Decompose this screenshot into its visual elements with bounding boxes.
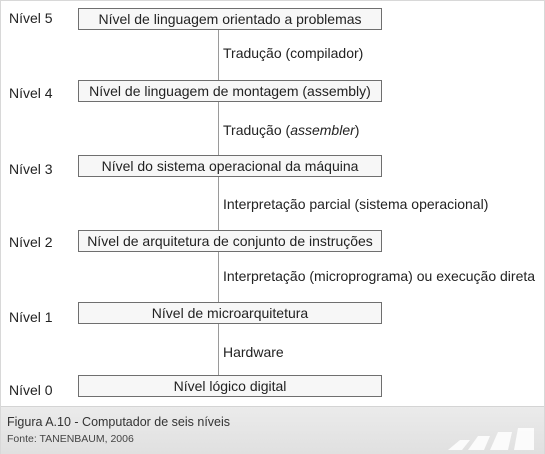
watermark-logo-icon [444,422,540,452]
transition-assembler-emphasis: assembler [290,122,355,138]
level-4-label: Nível 4 [9,85,53,101]
level-1-box: Nível de microarquitetura [78,302,382,324]
caption-area [1,406,544,454]
connector-line [218,177,219,230]
connector-line [218,252,219,302]
level-4-box: Nível de linguagem de montagem (assembly) [78,80,382,102]
connector-line [218,30,219,80]
figure-caption: Figura A.10 - Computador de seis níveis [7,415,231,429]
level-0-label: Nível 0 [9,382,53,398]
level-5-box: Nível de linguagem orientado a problemas [78,8,382,30]
level-3-label: Nível 3 [9,161,53,177]
transition-assembler-suffix: ) [354,122,360,138]
transition-partial-interpretation: Interpretação parcial (sistema operacional) [223,196,489,212]
connector-line [218,102,219,155]
level-2-label: Nível 2 [9,234,53,250]
transition-assembler [223,122,359,138]
level-0-box: Nível lógico digital [78,375,382,397]
level-2-box: Nível de arquitetura de conjunto de instruções [78,230,382,252]
connector-line [218,324,219,375]
transition-compiler: Tradução (compilador) [223,45,364,61]
level-3-box: Nível do sistema operacional da máquina [78,155,382,177]
level-1-label: Nível 1 [9,309,53,325]
transition-microprogram: Interpretação (microprograma) ou execução direta [223,268,536,284]
transition-assembler-prefix: Tradução ( [223,122,291,138]
level-5-label: Nível 5 [9,10,53,26]
transition-hardware: Hardware [223,344,284,360]
figure-source: Fonte: TANENBAUM, 2006 [7,433,134,445]
